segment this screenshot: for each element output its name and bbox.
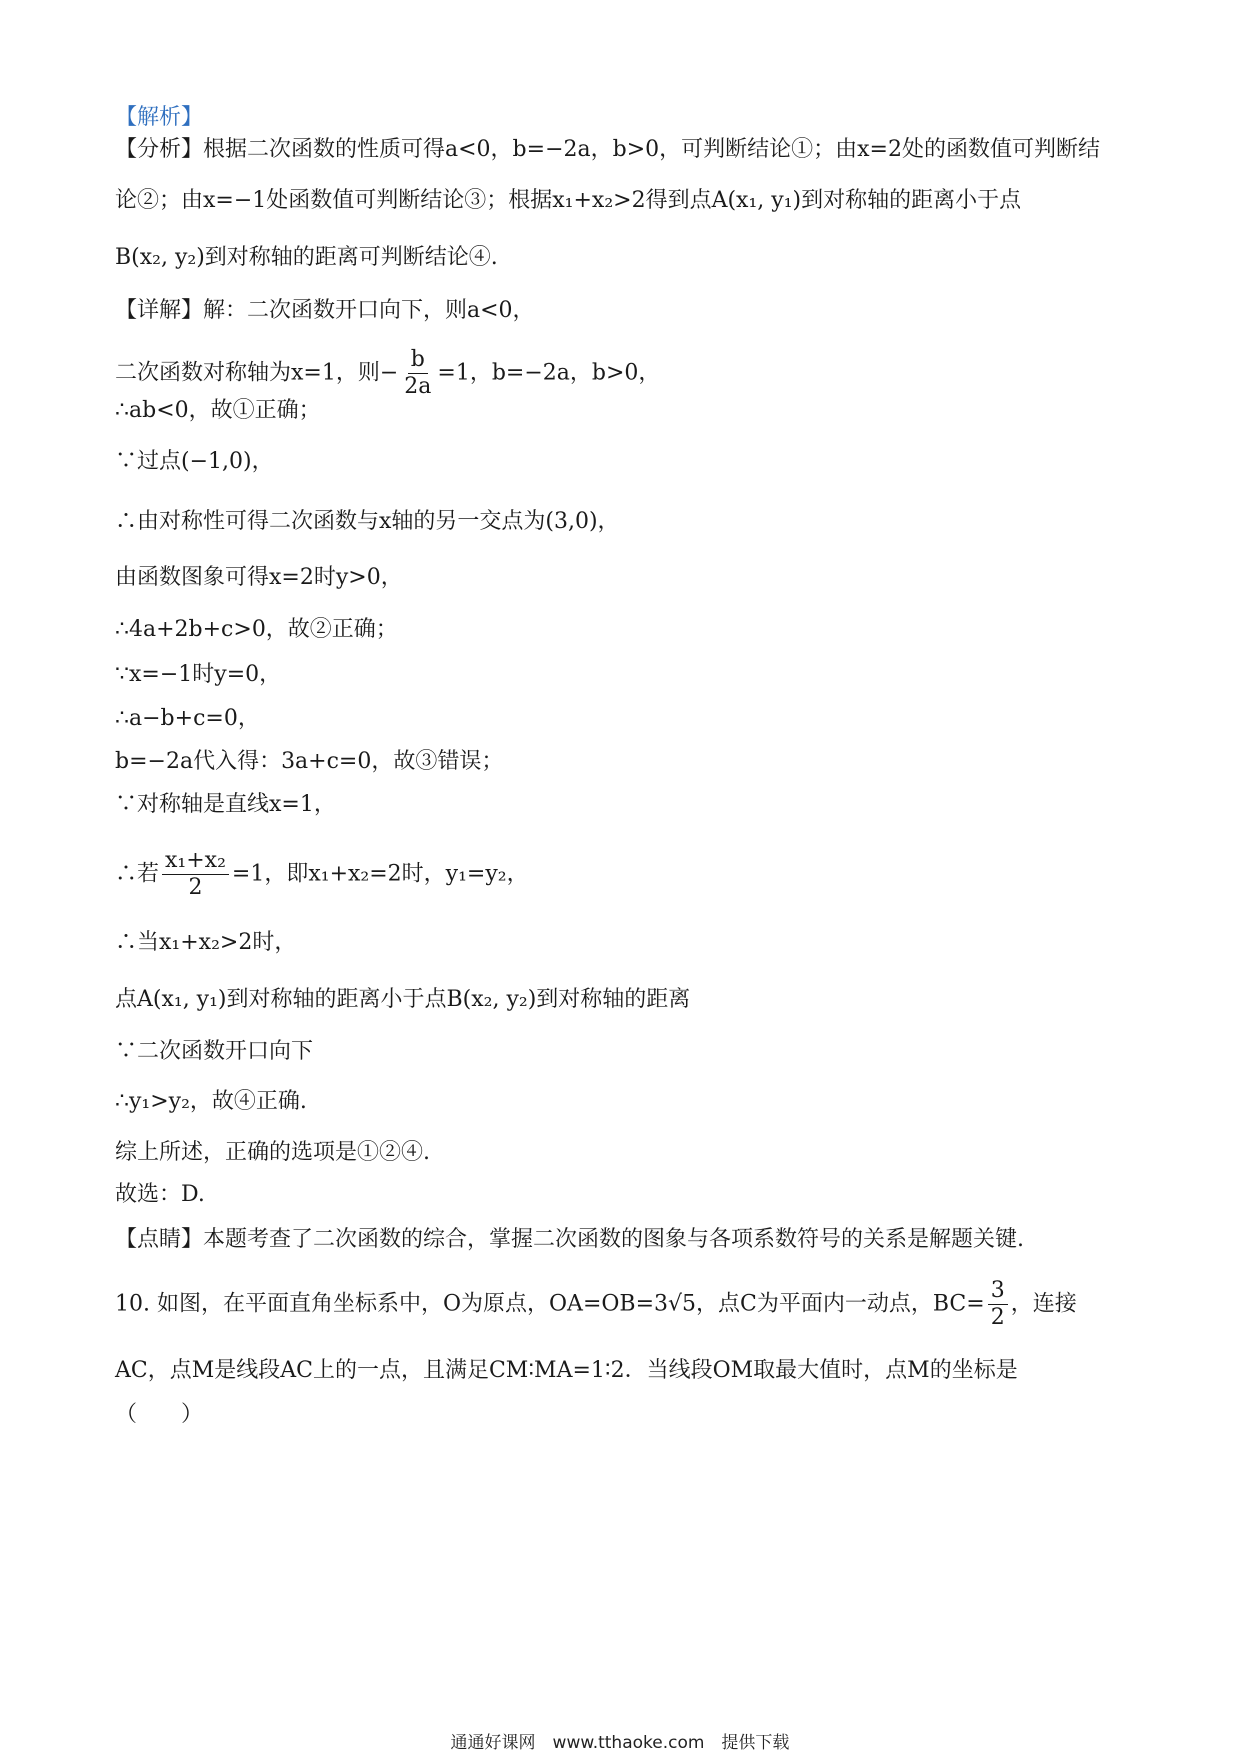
fraction-denominator: 2 xyxy=(990,1305,1005,1330)
step-axis-x1: ∵对称轴是直线x=1， xyxy=(115,792,336,817)
fraction-b-over-2a xyxy=(401,347,434,400)
question-10-line-3: （ ） xyxy=(115,1402,204,1427)
step-conclusion-3: b=−2a代入得：3a+c=0，故③错误； xyxy=(115,749,504,774)
step-conclusion-2: ∴4a+2b+c>0，故②正确； xyxy=(115,617,398,642)
question-10-suffix: ，连接 xyxy=(1010,1291,1077,1317)
axis-line-prefix: 二次函数对称轴为x=1，则− xyxy=(115,360,399,386)
fraction-x1-plus-x2-over-2 xyxy=(162,848,229,901)
ruo-line xyxy=(115,848,529,901)
fraction-denominator: 2a xyxy=(404,374,432,399)
step-opens-down: ∵二次函数开口向下 xyxy=(115,1039,314,1064)
dianjing-line: 【点睛】本题考查了二次函数的综合，掌握二次函数的图象与各项系数符号的关系是解题关键. xyxy=(115,1227,1024,1252)
step-passes-point: ∵过点(−1,0)， xyxy=(115,449,274,474)
step-x-minus-1: ∵x=−1时y=0， xyxy=(115,662,282,687)
fraction-numerator: 3 xyxy=(988,1278,1008,1305)
step-graph-x2: 由函数图象可得x=2时y>0， xyxy=(115,565,403,590)
step-symmetry-point: ∴由对称性可得二次函数与x轴的另一交点为(3,0)， xyxy=(115,509,620,534)
analysis-header: 【解析】 xyxy=(115,105,204,130)
ruo-line-prefix: ∴若 xyxy=(115,861,160,887)
xiangjie-line: 【详解】解：二次函数开口向下，则a<0， xyxy=(115,298,535,323)
answer-line: 故选：D. xyxy=(115,1182,205,1207)
fraction-numerator: x₁+x₂ xyxy=(162,848,229,875)
step-distance-compare: 点A(x₁, y₁)到对称轴的距离小于点B(x₂, y₂)到对称轴的距离 xyxy=(115,987,691,1012)
step-ab-negative: ∴ab<0，故①正确； xyxy=(115,398,321,423)
page-footer: 通通好课网 www.tthaoke.com 提供下载 xyxy=(450,1733,790,1753)
ruo-line-suffix: =1，即x₁+x₂=2时，y₁=y₂， xyxy=(231,861,529,887)
fraction-numerator: b xyxy=(408,347,428,374)
axis-line xyxy=(115,347,660,400)
axis-line-suffix: =1，b=−2a，b>0， xyxy=(437,360,661,386)
fraction-3-over-2 xyxy=(988,1278,1008,1331)
step-abc-zero: ∴a−b+c=0， xyxy=(115,706,260,731)
question-10-line-2: AC，点M是线段AC上的一点，且满足CM∶MA=1∶2．当线段OM取最大值时，点M的坐标是 xyxy=(115,1358,1018,1383)
question-10-prefix: 10. 如图，在平面直角坐标系中，O为原点，OA=OB=3√5，点C为平面内一动点，BC= xyxy=(115,1291,985,1317)
step-when-sum-gt-2: ∴当x₁+x₂>2时， xyxy=(115,930,297,955)
fenxi-line-2: 论②；由x=−1处函数值可判断结论③；根据x₁+x₂>2得到点A(x₁, y₁)到对称轴的距离小于点 xyxy=(115,188,1022,213)
step-conclusion-4: ∴y₁>y₂，故④正确. xyxy=(115,1089,307,1114)
question-10-line-1 xyxy=(115,1278,1077,1331)
fenxi-line-3: B(x₂, y₂)到对称轴的距离可判断结论④. xyxy=(115,245,498,270)
summary-line: 综上所述，正确的选项是①②④. xyxy=(115,1140,430,1165)
fraction-denominator: 2 xyxy=(188,875,203,900)
fenxi-line-1: 【分析】根据二次函数的性质可得a<0，b=−2a，b>0，可判断结论①；由x=2处的函数值可判断结 xyxy=(115,137,1100,162)
